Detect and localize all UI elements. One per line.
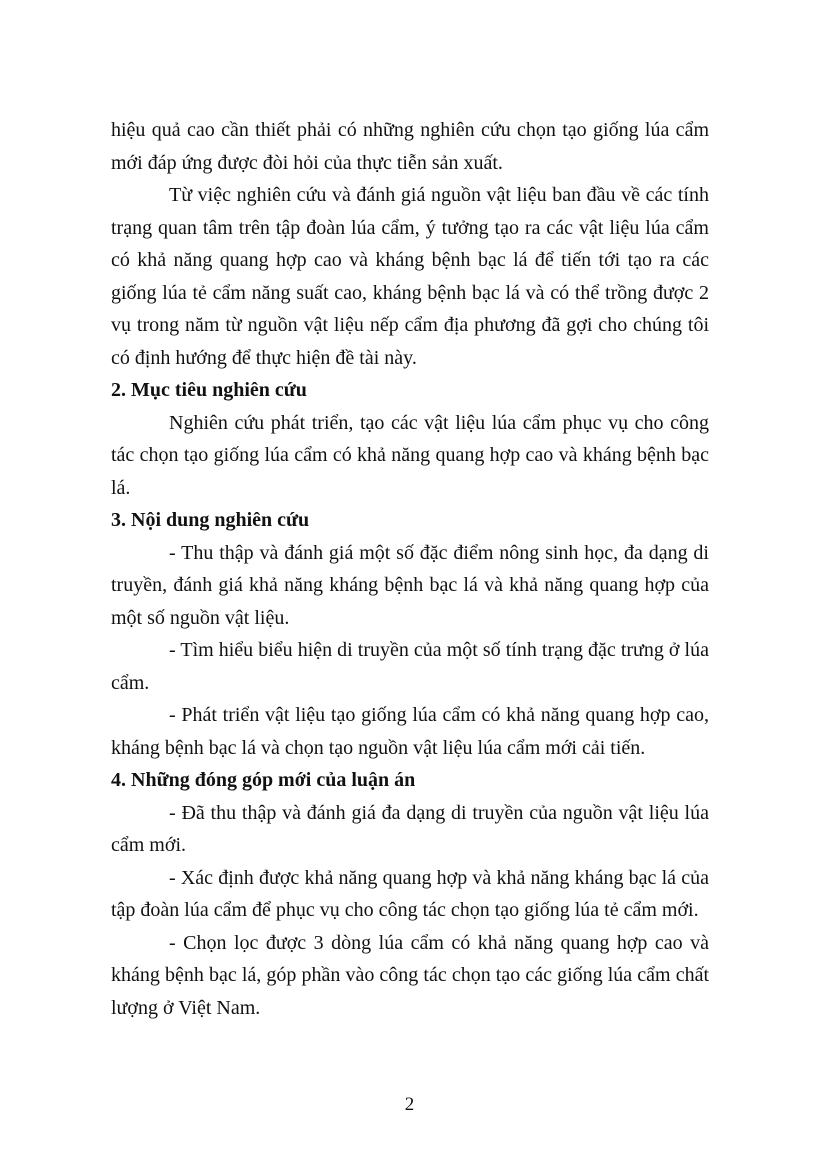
paragraph-research-objectives: Nghiên cứu phát triển, tạo các vật liệu lúa cẩm phục vụ cho công tác chọn tạo giống lúa cẩm có khả năng quang hợp cao và kháng bệnh bạc lá. (111, 411, 709, 499)
heading-new-contributions: 4. Những đóng góp mới của luận án (111, 769, 416, 791)
page-number: 2 (404, 1094, 415, 1115)
list-item-contribution-2: - Xác định được khả năng quang hợp và khả năng kháng bạc lá của tập đoàn lúa cẩm để phục vụ cho công tác chọn tạo giống lúa tẻ cẩm mới. (111, 866, 709, 921)
paragraph-research-idea: Từ việc nghiên cứu và đánh giá nguồn vật liệu ban đầu về các tính trạng quan tâm trên tập đoàn lúa cẩm, ý tưởng tạo ra các vật liệu lúa cẩm có khả năng quang hợp cao và kháng bệnh bạc lá để tiến tới tạo ra các giống lúa tẻ cẩm năng suất cao, kháng bệnh bạc lá và có thể trồng được 2 vụ trong năm từ nguồn vật liệu nếp cẩm địa phương đã gợi cho chúng tôi có định hướng để thực hiện đề tài này. (111, 184, 709, 369)
list-item-content-3: - Phát triển vật liệu tạo giống lúa cẩm có khả năng quang hợp cao, kháng bệnh bạc lá và chọn tạo nguồn vật liệu lúa cẩm mới cải tiến. (111, 704, 709, 759)
paragraph-intro-continuation: hiệu quả cao cần thiết phải có những nghiên cứu chọn tạo giống lúa cẩm mới đáp ứng được đòi hỏi của thực tiễn sản xuất. (111, 119, 709, 174)
document-page (111, 114, 709, 1024)
list-item-contribution-3: - Chọn lọc được 3 dòng lúa cẩm có khả năng quang hợp cao và kháng bệnh bạc lá, góp phần vào công tác chọn tạo các giống lúa cẩm chất lượng ở Việt Nam. (111, 931, 709, 1019)
heading-research-objectives: 2. Mục tiêu nghiên cứu (111, 379, 307, 401)
heading-research-content: 3. Nội dung nghiên cứu (111, 509, 310, 531)
list-item-content-2: - Tìm hiểu biểu hiện di truyền của một số tính trạng đặc trưng ở lúa cẩm. (111, 639, 709, 694)
list-item-content-1: - Thu thập và đánh giá một số đặc điểm nông sinh học, đa dạng di truyền, đánh giá khả năng kháng bệnh bạc lá và khả năng quang hợp của một số nguồn vật liệu. (111, 541, 709, 629)
list-item-contribution-1: - Đã thu thập và đánh giá đa dạng di truyền của nguồn vật liệu lúa cẩm mới. (111, 801, 709, 856)
